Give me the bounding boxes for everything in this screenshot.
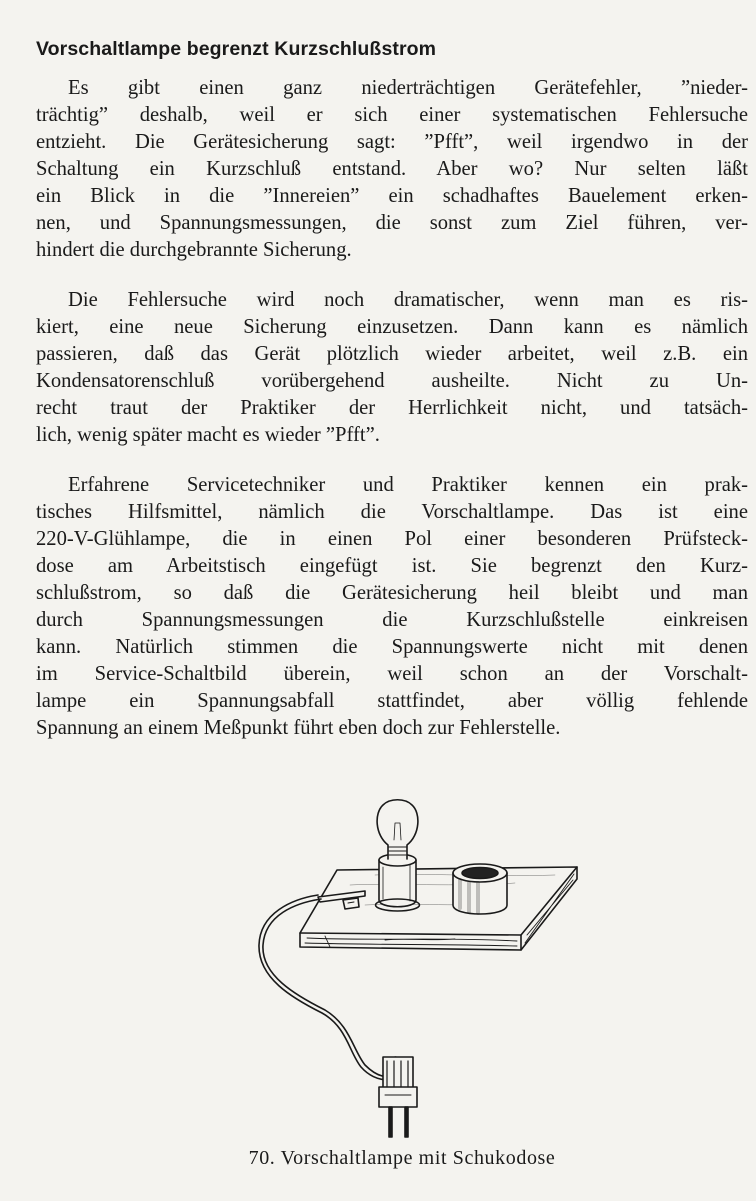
text-line: passieren, daß das Gerät plötzlich wieder arbeitet, weil z.B. ein: [36, 343, 748, 365]
text-line: recht traut der Praktiker der Herrlichkeit nicht, und tatsäch-: [36, 397, 748, 419]
text-line: im Service-Schaltbild überein, weil schon an der Vorschalt-: [36, 663, 748, 685]
paragraph-2: [36, 287, 748, 449]
lamp-socket-illustration: [255, 795, 585, 1145]
text-line: tisches Hilfsmittel, nämlich die Vorschaltlampe. Das ist eine: [36, 501, 748, 523]
paragraph-1: [36, 75, 748, 264]
text-line: durch Spannungsmessungen die Kurzschlußstelle einkreisen: [36, 609, 748, 631]
schuko-plug-icon: [379, 1057, 417, 1137]
text-line: dose am Arbeitstisch eingefügt ist. Sie begrenzt den Kurz-: [36, 555, 748, 577]
text-line: kann. Natürlich stimmen die Spannungswerte nicht mit denen: [36, 636, 748, 658]
text-line: lampe ein Spannungsabfall stattfindet, aber völlig fehlende: [36, 690, 748, 712]
text-line: Die Fehlersuche wird noch dramatischer, wenn man es ris-: [68, 289, 748, 311]
paragraph-3: [36, 472, 748, 742]
text-line: nen, und Spannungsmessungen, die sonst zum Ziel führen, ver-: [36, 212, 748, 234]
light-bulb-icon: [377, 800, 418, 859]
text-line: 220-V-Glühlampe, die in einen Pol einer besonderen Prüfsteck-: [36, 528, 748, 550]
text-line: Kondensatorenschluß vorübergehend ausheilte. Nicht zu Un-: [36, 370, 748, 392]
lamp-socket: [376, 854, 420, 911]
text-line: Schaltung ein Kurzschluß entstand. Aber wo? Nur selten läßt: [36, 158, 748, 180]
text-line: hindert die durchgebrannte Sicherung.: [36, 239, 352, 261]
text-line: kiert, eine neue Sicherung einzusetzen. Dann kann es nämlich: [36, 316, 748, 338]
text-line: Erfahrene Servicetechniker und Praktiker kennen ein prak-: [68, 474, 748, 496]
text-line: trächtig” deshalb, weil er sich einer systematischen Fehlersuche: [36, 104, 748, 126]
figure-caption: 70. Vorschaltlampe mit Schukodose: [248, 1147, 556, 1169]
schuko-socket: [453, 864, 507, 914]
text-line: entzieht. Die Gerätesicherung sagt: ”Pfft”, weil irgendwo in der: [36, 131, 748, 153]
text-line: lich, wenig später macht es wieder ”Pfft”.: [36, 424, 380, 446]
text-line: Es gibt einen ganz niederträchtigen Gerätefehler, ”nieder-: [68, 77, 748, 99]
text-line: ein Blick in die ”Innereien” ein schadhaftes Bauelement erken-: [36, 185, 748, 207]
section-heading: Vorschaltlampe begrenzt Kurzschlußstrom: [36, 38, 437, 60]
wooden-board: [300, 867, 577, 950]
text-line: Spannung an einem Meßpunkt führt eben doch zur Fehlerstelle.: [36, 717, 561, 739]
text-line: schlußstrom, so daß die Gerätesicherung heil bleibt und man: [36, 582, 748, 604]
